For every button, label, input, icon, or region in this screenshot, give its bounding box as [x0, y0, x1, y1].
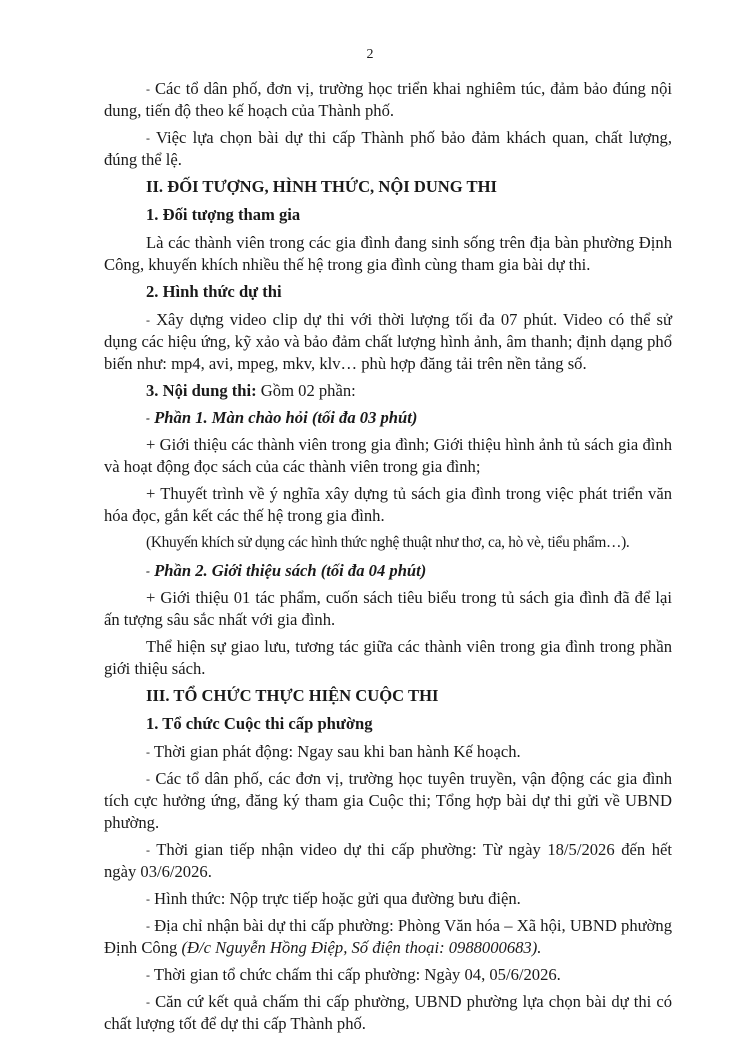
paragraph: - Căn cứ kết quả chấm thi cấp phường, UBND phường lựa chọn bài dự thi có chất lượng tốt để dự thi cấp Thành phố.: [104, 992, 672, 1033]
page-number: 2: [366, 47, 374, 62]
subsection-heading: 1. Tổ chức Cuộc thi cấp phường: [146, 714, 373, 733]
paragraph: - Các tổ dân phố, các đơn vị, trường học tuyên truyền, vận động các gia đình tích cực hưởng ứng, đăng ký tham gia Cuộc thi; Tổng hợp bài dự thi gửi về UBND phường.: [104, 769, 672, 832]
dash-marker: -: [146, 131, 150, 145]
paragraph: + Giới thiệu 01 tác phẩm, cuốn sách tiêu biểu trong tủ sách gia đình đã để lại ấn tượng sâu sắc nhất với gia đình.: [104, 588, 672, 629]
paragraph: - Các tổ dân phố, đơn vị, trường học triển khai nghiêm túc, đảm bảo đúng nội dung, tiến độ theo kế hoạch của Thành phố.: [104, 79, 672, 120]
section-heading: III. TỔ CHỨC THỰC HIỆN CUỘC THI: [146, 686, 439, 705]
paragraph: - Xây dựng video clip dự thi với thời lượng tối đa 07 phút. Video có thể sử dụng các hiệu ứng, kỹ xảo và bảo đảm chất lượng hình ảnh, âm thanh; định dạng phổ biến như: mp4, avi, mpeg, mkv, klv… phù hợp đăng tải trên nền tảng số.: [104, 310, 672, 373]
subsection-heading: 3. Nội dung thi: Gồm 02 phần:: [146, 381, 356, 400]
dash-marker: -: [146, 919, 150, 933]
dash-marker: -: [146, 995, 150, 1009]
paragraph: - Thời gian tiếp nhận video dự thi cấp phường: Từ ngày 18/5/2026 đến hết ngày 03/6/2026.: [104, 840, 672, 881]
dash-marker: -: [146, 745, 150, 759]
dash-marker: -: [146, 772, 150, 786]
subsection-heading: 2. Hình thức dự thi: [146, 282, 282, 301]
dash-marker: -: [146, 968, 150, 982]
paragraph: - Hình thức: Nộp trực tiếp hoặc gửi qua đường bưu điện.: [146, 889, 521, 908]
subsection-heading: 1. Đối tượng tham gia: [146, 205, 301, 224]
paragraph: - Thời gian tổ chức chấm thi cấp phường: Ngày 04, 05/6/2026.: [146, 965, 561, 984]
dash-marker: -: [146, 411, 150, 425]
paragraph: - Địa chỉ nhận bài dự thi cấp phường: Phòng Văn hóa – Xã hội, UBND phường Định Công (Đ/c Nguyễn Hồng Điệp, Số điện thoại: 0988000683).: [104, 916, 672, 957]
paragraph: Là các thành viên trong các gia đình đang sinh sống trên địa bàn phường Định Công, khuyến khích nhiều thế hệ trong gia đình cùng tham gia bài dự thi.: [104, 233, 672, 274]
paragraph: - Việc lựa chọn bài dự thi cấp Thành phố bảo đảm khách quan, chất lượng, đúng thể lệ.: [104, 128, 672, 169]
dash-marker: -: [146, 564, 150, 578]
dash-marker: -: [146, 892, 150, 906]
paragraph: + Thuyết trình về ý nghĩa xây dựng tủ sách gia đình trong việc phát triển văn hóa đọc, gắn kết các thế hệ trong gia đình.: [104, 484, 672, 525]
dash-marker: -: [146, 843, 150, 857]
document-body: [104, 78, 672, 1040]
dash-marker: -: [146, 313, 150, 327]
paragraph: - Thời gian phát động: Ngay sau khi ban hành Kế hoạch.: [146, 742, 521, 761]
paragraph-note: (Khuyến khích sử dụng các hình thức nghệ thuật như thơ, ca, hò vè, tiểu phẩm…).: [146, 534, 630, 551]
section-heading: II. ĐỐI TƯỢNG, HÌNH THỨC, NỘI DUNG THI: [146, 177, 497, 196]
part-title: - Phần 1. Màn chào hỏi (tối đa 03 phút): [146, 408, 418, 427]
paragraph: Thể hiện sự giao lưu, tương tác giữa các thành viên trong gia đình trong phần giới thiệu sách.: [104, 637, 672, 678]
part-title: - Phần 2. Giới thiệu sách (tối đa 04 phút): [146, 561, 427, 580]
paragraph: + Giới thiệu các thành viên trong gia đình; Giới thiệu hình ảnh tủ sách gia đình và hoạt động đọc sách của các thành viên trong gia đình;: [104, 435, 672, 476]
dash-marker: -: [146, 82, 150, 96]
